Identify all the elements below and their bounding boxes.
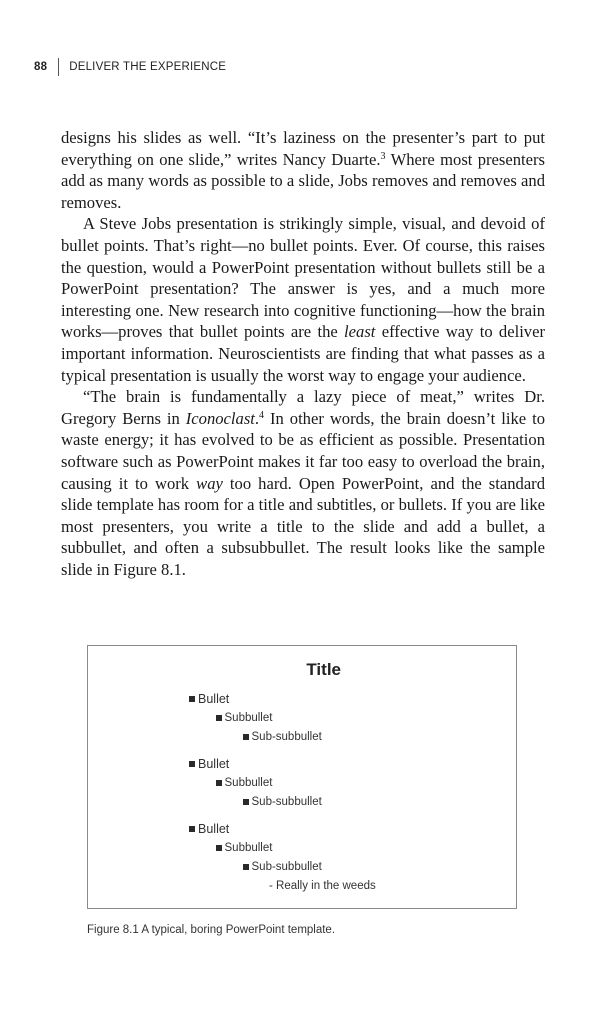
figure-caption: Figure 8.1 A typical, boring PowerPoint template. bbox=[87, 924, 336, 936]
paragraph-1-text-end: Where most presenters add as many words as possible to a slide, Jobs removes and removes and removes. bbox=[61, 149, 545, 212]
subsubbullet-3 bbox=[243, 861, 322, 873]
header-divider bbox=[58, 58, 59, 76]
running-header bbox=[34, 58, 226, 76]
subbullet-label: Subbullet bbox=[224, 777, 273, 789]
paragraph-1-text: designs his slides as well. “It’s laziness on the presenter’s part to put everything on one slide,” writes Nancy Duarte. bbox=[61, 128, 545, 169]
emphasis-least: least bbox=[344, 322, 376, 342]
bullet-label: Bullet bbox=[198, 822, 230, 836]
subbullet-2 bbox=[216, 777, 272, 789]
paragraph-3-text-b: In other words, the brain doesn’t like to waste energy; it has evolved to be as efficient as possible. Presentation software such as PowerPoint makes it far too easy to overload the brain, causing it to work bbox=[61, 408, 545, 493]
paragraph-2-text-a: A Steve Jobs presentation is strikingly simple, visual, and devoid of bullet points. That’s right—no bullet points. Ever. Of course, this raises the question, would a PowerPoint presentation without bullets still be a PowerPoint presentation? The answer is yes, and a much more interesting one. New research into cognitive functioning—how the brain works—proves that bullet points are the bbox=[61, 214, 545, 342]
bullet-square-icon bbox=[216, 845, 222, 851]
bullet-square-icon bbox=[216, 780, 222, 786]
deepest-bullet-label: - Really in the weeds bbox=[269, 880, 376, 892]
bullet-square-icon bbox=[189, 696, 195, 702]
bullet-3 bbox=[189, 822, 229, 836]
bullet-1 bbox=[189, 692, 229, 706]
slide-title: Title bbox=[306, 660, 341, 679]
figure-8-1-slide bbox=[87, 645, 517, 909]
paragraph-3-text-a: “The brain is fundamentally a lazy piece of meat,” writes Dr. Gregory Berns in bbox=[61, 387, 545, 428]
paragraph-3 bbox=[61, 386, 545, 580]
subsubbullet-2 bbox=[243, 796, 322, 808]
bullet-2 bbox=[189, 757, 229, 771]
paragraph-3-text-c: too hard. Open PowerPoint, and the standard slide template has room for a title and subtitles, or bullets. If you are like most presenters, you write a title to the slide and add a bullet, a subbullet, and often a subsubbullet. The result looks like the sample slide in Figure 8.1. bbox=[61, 473, 546, 579]
bullet-square-icon bbox=[189, 826, 195, 832]
bullet-square-icon bbox=[216, 715, 222, 721]
bullet-square-icon bbox=[243, 734, 249, 740]
page-number: 88 bbox=[34, 61, 48, 73]
body-text bbox=[61, 127, 545, 580]
bullet-square-icon bbox=[243, 799, 249, 805]
subsubbullet-label: Sub-subbullet bbox=[251, 861, 322, 873]
footnote-ref-3: 3 bbox=[380, 150, 386, 162]
subsubbullet-label: Sub-subbullet bbox=[251, 796, 322, 808]
running-head-title: DELIVER THE EXPERIENCE bbox=[69, 61, 227, 73]
subbullet-label: Subbullet bbox=[224, 712, 273, 724]
subsubbullet-label: Sub-subbullet bbox=[251, 731, 322, 743]
paragraph-1 bbox=[61, 127, 545, 213]
footnote-ref-4: 4 bbox=[259, 409, 265, 421]
subbullet-1 bbox=[216, 712, 272, 724]
bullet-label: Bullet bbox=[198, 692, 230, 706]
bullet-square-icon bbox=[243, 864, 249, 870]
paragraph-2 bbox=[61, 213, 545, 386]
emphasis-way: way bbox=[196, 473, 223, 493]
subbullet-3 bbox=[216, 842, 272, 854]
bullet-square-icon bbox=[189, 761, 195, 767]
paragraph-2-text-b: effective way to deliver important information. Neuroscientists are finding that what passes as a typical presentation is usually the worst way to engage your audience. bbox=[61, 322, 545, 385]
subsubbullet-1 bbox=[243, 731, 322, 743]
subbullet-label: Subbullet bbox=[224, 842, 273, 854]
book-title-iconoclast: Iconoclast bbox=[185, 408, 255, 428]
bullet-label: Bullet bbox=[198, 757, 230, 771]
paragraph-3-period: . bbox=[254, 408, 260, 428]
deepest-bullet bbox=[269, 880, 376, 892]
